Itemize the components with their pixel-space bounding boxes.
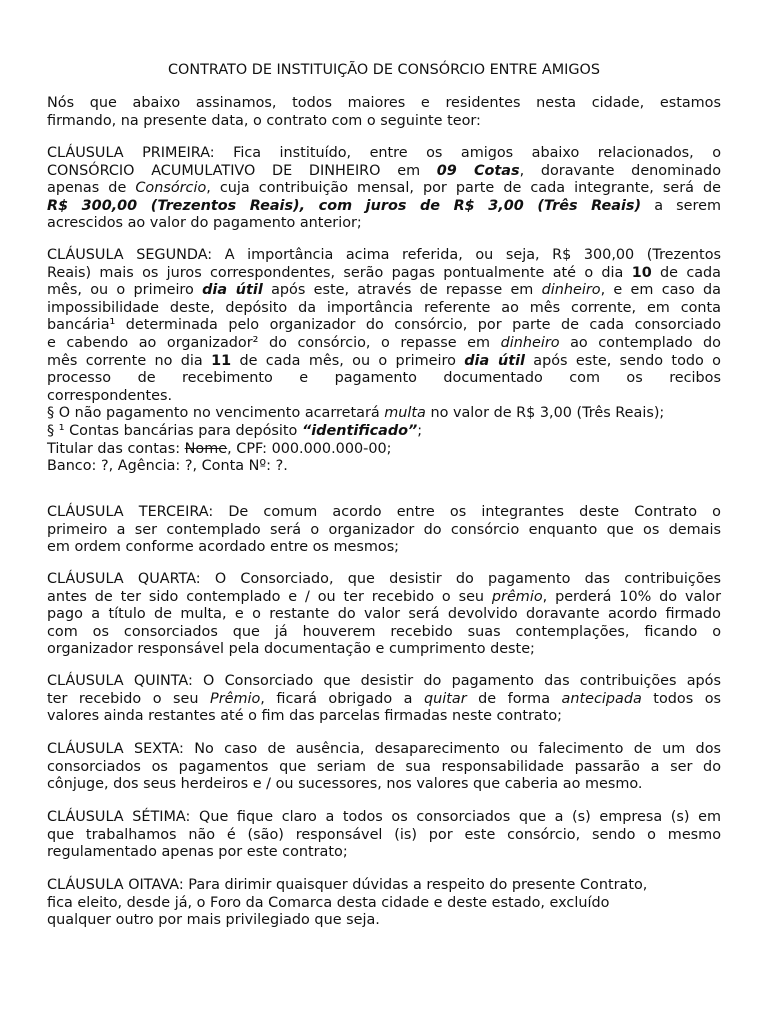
titular-name-strikethrough: Nome [184,440,228,457]
text-line: apenas de Consórcio, cuja contribuição mensal, por parte de cada integrante, será de [47,180,721,197]
text-line: em ordem conforme acordado entre os mesmos; [47,539,400,556]
text-line: CONSÓRCIO ACUMULATIVO DE DINHEIRO em 09 Cotas, doravante denominado [47,162,721,179]
text-line: primeiro a ser contemplado será o organizador do consórcio enquanto que os demais [47,521,721,538]
text-line: valores ainda restantes até o fim das parcelas firmadas neste contrato; [47,708,563,725]
text-line: CLÁUSULA OITAVA: Para dirimir quaisquer dúvidas a respeito do presente Contrato, [47,877,648,893]
text-line: R$ 300,00 (Trezentos Reais), com juros de R$ 3,00 (Três Reais) a serem [47,197,721,214]
text-line: pago a título de multa, e o restante do valor será devolvido doravante acordo firmado [47,606,721,623]
text-line: firmando, na presente data, o contrato com o seguinte teor: [47,112,481,129]
document-title: CONTRATO DE INSTITUIÇÃO DE CONSÓRCIO ENTRE AMIGOS [167,62,601,78]
clausula-sexta [47,741,721,794]
text-line: cônjuge, dos seus herdeiros e / ou sucessores, nos valores que caberia ao mesmo. [47,776,643,793]
text-line: qualquer outro por mais privilegiado que seja. [47,912,380,929]
text-line: CLÁUSULA QUARTA: O Consorciado, que desistir do pagamento das contribuições [47,571,721,587]
clausula-quarta [47,571,721,659]
text-line: mês corrente no dia 11 de cada mês, ou o primeiro dia útil após este, sendo todo o [47,352,721,369]
text-line: consorciados os pagamentos que seriam de sua responsabilidade passarão a ser do [47,758,721,775]
text-line: mês, ou o primeiro dia útil após este, através de repasse em dinheiro, e em caso da [47,282,721,299]
text-line: organizador responsável pela documentação e cumprimento deste; [47,641,535,658]
clausula-setima [47,809,721,862]
clausula-quinta [47,673,721,726]
text-line: correspondentes. [47,387,173,404]
text-line: CLÁUSULA SEGUNDA: A importância acima referida, ou seja, R$ 300,00 (Trezentos [47,247,721,263]
text-line: com os consorciados que já houverem recebido suas contemplações, ficando o [47,623,721,640]
text-line: Nós que abaixo assinamos, todos maiores e residentes nesta cidade, estamos [47,95,721,111]
text-line: CLÁUSULA TERCEIRA: De comum acordo entre os integrantes deste Contrato o [47,504,721,520]
intro-paragraph [47,95,721,130]
titular-line: Titular das contas: Nome, CPF: 000.000.000-00; [47,440,392,457]
clausula-oitava [47,877,721,930]
text-line: CLÁUSULA PRIMEIRA: Fica instituído, entre os amigos abaixo relacionados, o [47,145,721,161]
clausula-primeira [47,145,721,233]
text-line: que trabalhamos não é (são) responsável (is) por este consórcio, sendo o mesmo [47,826,721,843]
text-line: impossibilidade deste, depósito da importância referente ao mês corrente, em conta [47,299,721,316]
text-line: Reais) mais os juros correspondentes, serão pagas pontualmente até o dia 10 de cada [47,264,721,281]
text-line: antes de ter sido contemplado e / ou ter recebido o seu prêmio, perderá 10% do valor [47,588,721,605]
banco-line: Banco: ?, Agência: ?, Conta Nº: ?. [47,458,288,475]
clausula-terceira [47,504,721,557]
text-line: regulamentado apenas por este contrato; [47,844,348,861]
text-line: bancária¹ determinada pelo organizador do consórcio, por parte de cada consorciado [47,317,721,334]
text-line: CLÁUSULA SEXTA: No caso de ausência, desaparecimento ou falecimento de um dos [47,741,721,757]
note-multa: § O não pagamento no vencimento acarretará multa no valor de R$ 3,00 (Três Reais); [47,405,665,422]
text-line: processo de recebimento e pagamento documentado com os recibos [47,370,721,387]
clausula-segunda [47,247,721,476]
text-line: fica eleito, desde já, o Foro da Comarca desta cidade e deste estado, excluído [47,894,610,911]
text-line: e cabendo ao organizador² do consórcio, o repasse em dinheiro ao contemplado do [47,334,721,351]
text-line: CLÁUSULA QUINTA: O Consorciado que desistir do pagamento das contribuições após [47,673,721,689]
text-line: acrescidos ao valor do pagamento anterior; [47,215,362,232]
text-line: ter recebido o seu Prêmio, ficará obrigado a quitar de forma antecipada todos os [47,690,721,707]
text-line: CLÁUSULA SÉTIMA: Que fique claro a todos os consorciados que a (s) empresa (s) em [47,809,721,825]
note-contas: § ¹ Contas bancárias para depósito “identificado”; [47,422,423,439]
